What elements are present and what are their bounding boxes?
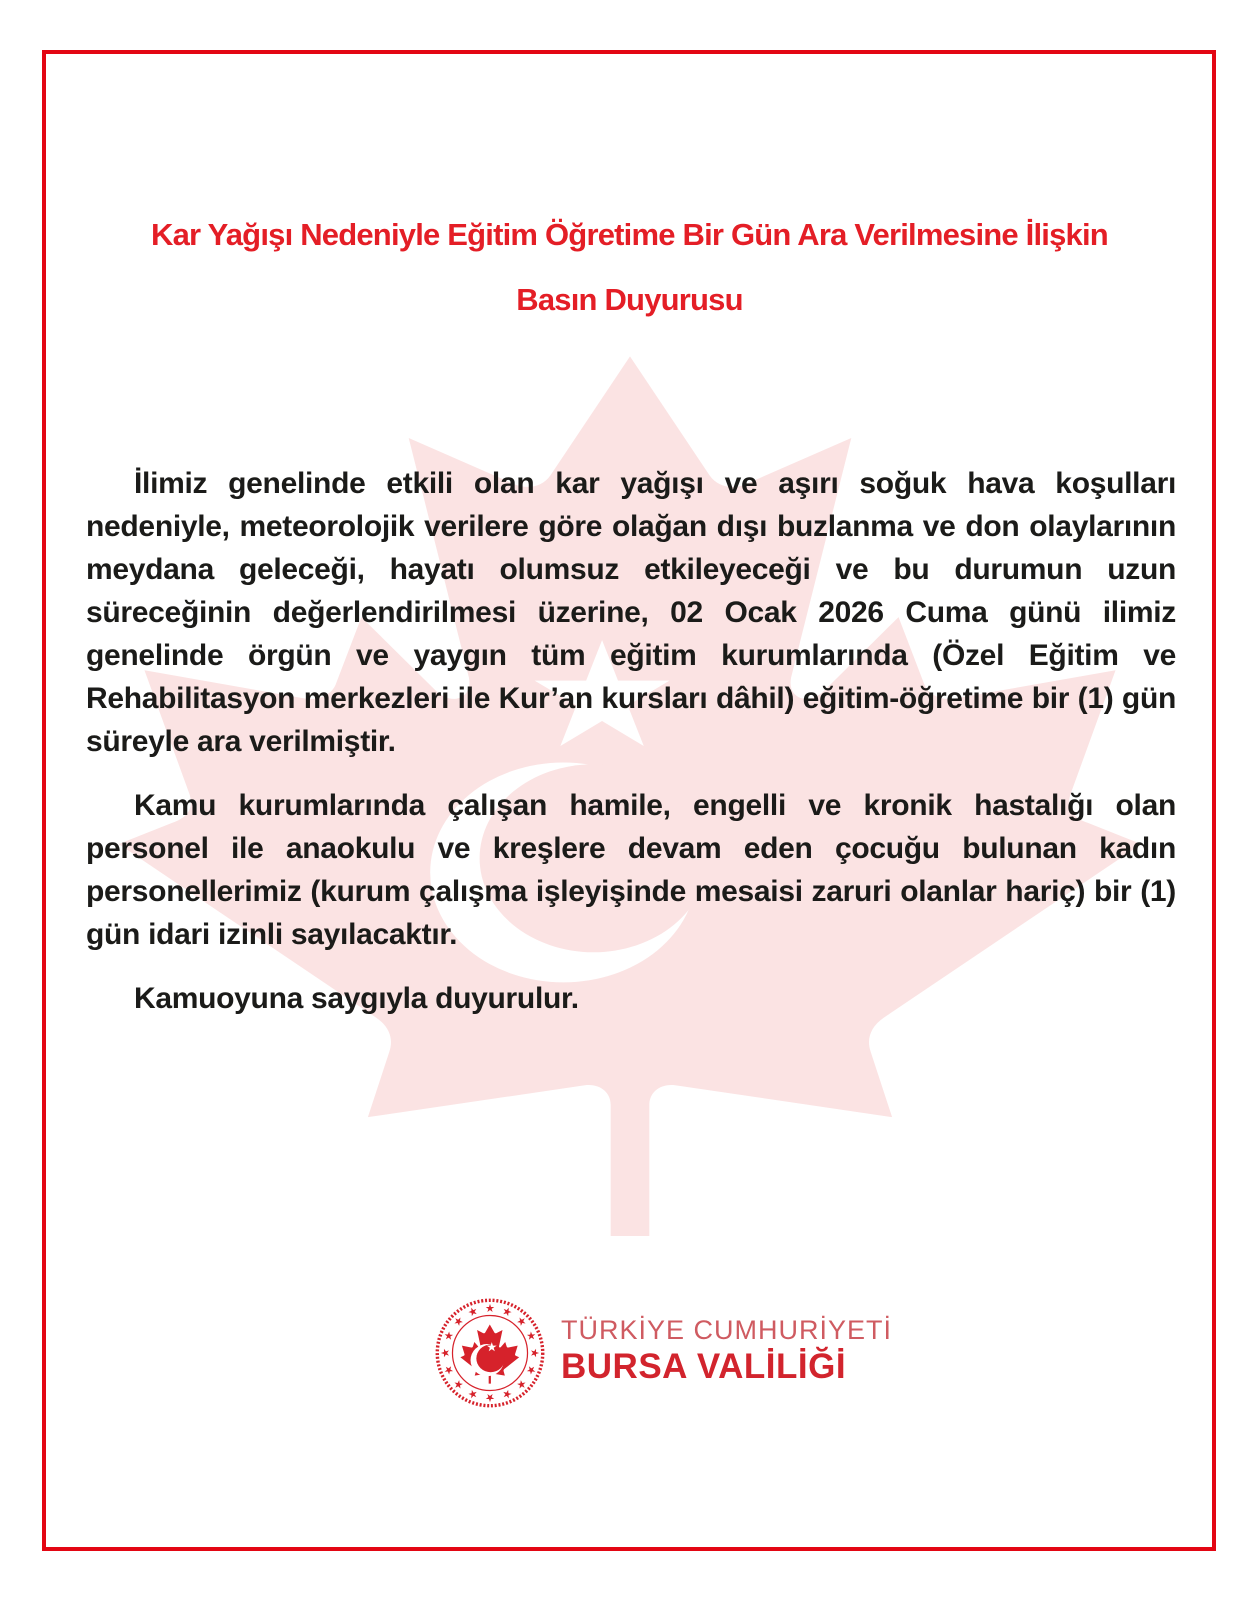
title-line-1: Kar Yağışı Nedeniyle Eğitim Öğretime Bir Gün Ara Verilmesine İlişkin — [151, 217, 1108, 252]
paragraph-2: Kamu kurumlarında çalışan hamile, engelli ve kronik hastalığı olan personel ile anaokulu ve kreşlere devam eden çocuğu bulunan kadın personellerimiz (kurum çalışma işleyişinde mesaisi zaruri olanlar hariç) bir (1) gün idari izinli sayılacaktır. — [86, 789, 1176, 951]
paragraph-1: İlimiz genelinde etkili olan kar yağışı ve aşırı soğuk hava koşulları nedeniyle, meteorolojik verilere göre olağan dışı buzlanma ve don olaylarının meydana geleceği, hayatı olumsuz etkileyeceği ve bu durumun uzun süreceğinin değerlendirilmesi üzerine, 02 Ocak 2026 Cuma günü ilimiz genelinde örgün ve yaygın tüm eğitim kurumlarında (Özel Eğitim ve Rehabilitasyon merkezleri ile Kur’an kursları dâhil) eğitim-öğretime bir (1) gün süreyle ara verilmiştir. — [86, 467, 1176, 758]
org-name-line-1: TÜRKİYE CUMHURİYETİ — [561, 1315, 893, 1345]
title-line-2: Basın Duyurusu — [516, 282, 743, 317]
page-title — [0, 202, 1259, 332]
tc-government-emblem-icon — [433, 1296, 547, 1410]
governorship-logo — [433, 1296, 892, 1410]
logo-text — [561, 1296, 892, 1388]
org-name-line-2: BURSA VALİLİĞİ — [561, 1347, 847, 1386]
paragraph-3: Kamuoyuna saygıyla duyurulur. — [134, 982, 579, 1015]
announcement-body — [86, 462, 1176, 1020]
